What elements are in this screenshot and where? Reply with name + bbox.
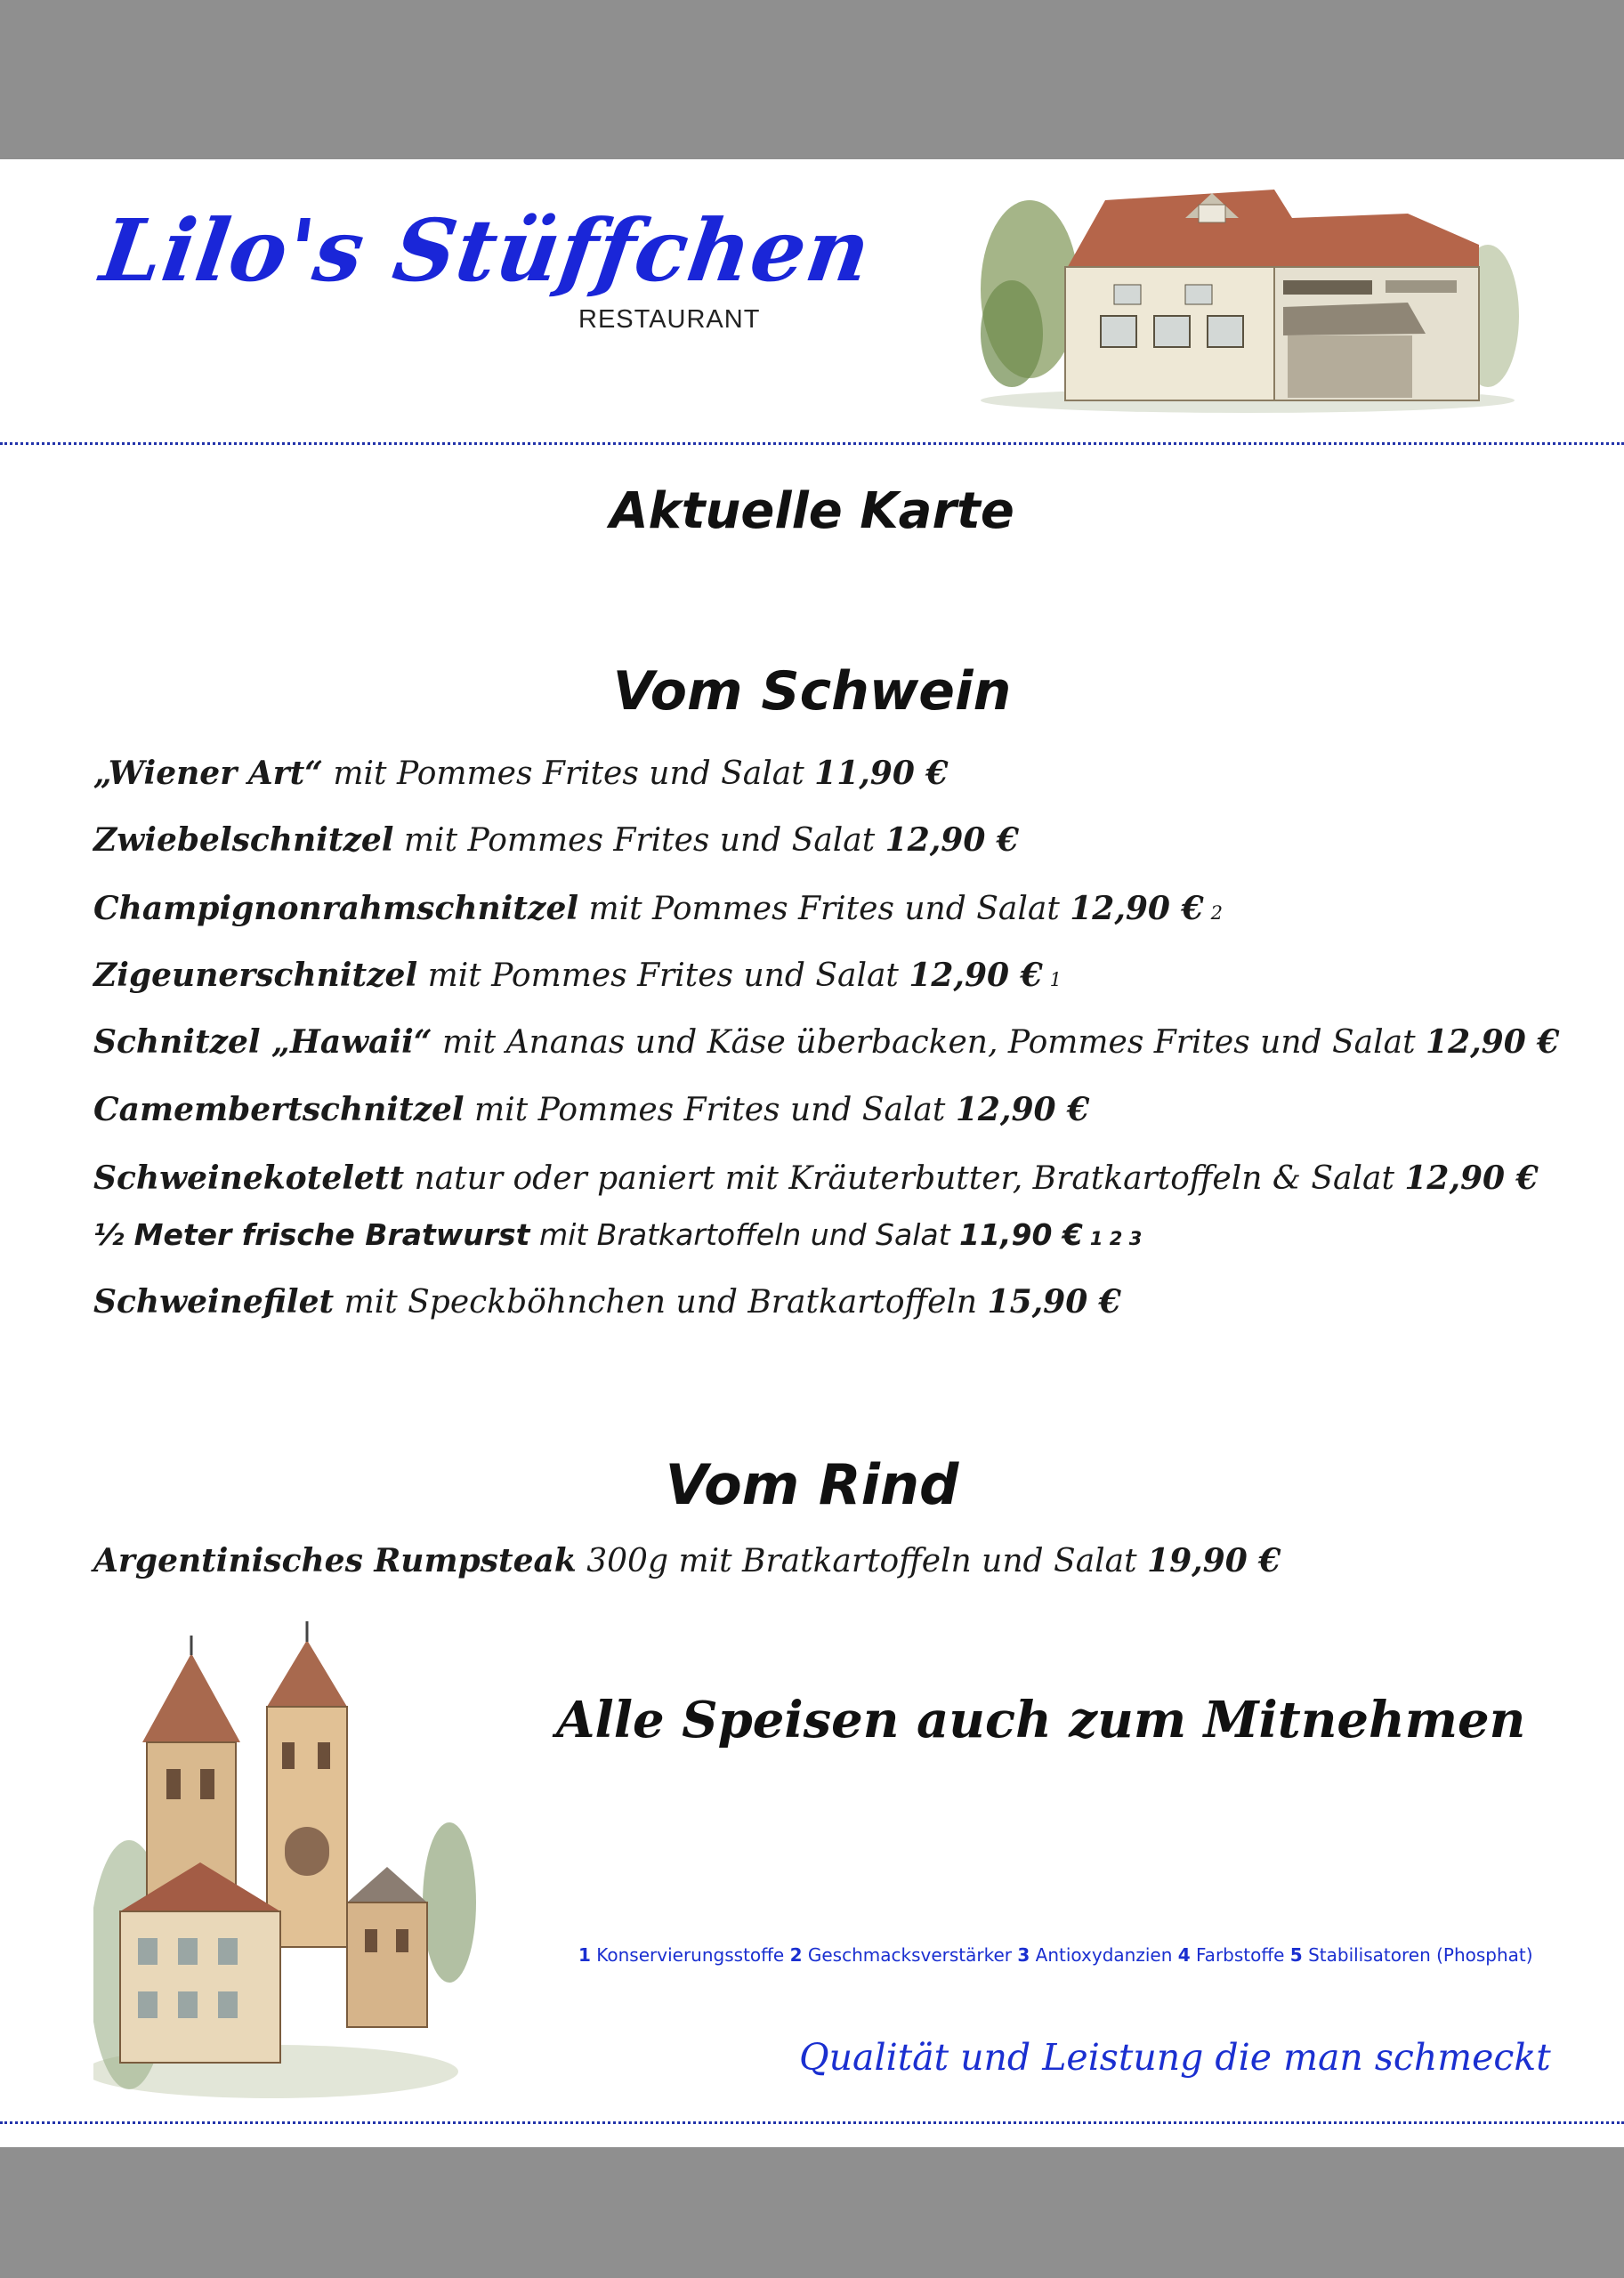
menu-item-name: Zigeunerschnitzel [93, 957, 418, 994]
menu-item-price: 12,90 € [1404, 1159, 1539, 1197]
menu-item-price: 12,90 € [955, 1091, 1090, 1128]
additive-note: 1 2 3 [1089, 1228, 1143, 1249]
menu-item-desc: mit Speckböhnchen und Bratkartoffeln [334, 1284, 988, 1321]
menu-item-desc: mit Pommes Frites und Salat [393, 822, 885, 859]
menu-item-price: 12,90 € [909, 957, 1043, 994]
menu-item-desc: mit Ananas und Käse überbacken, Pommes Frites und Salat [432, 1024, 1426, 1061]
slogan: Qualität und Leistung die man schmeckt [799, 2036, 1551, 2079]
dotted-divider-top [0, 442, 1624, 445]
menu-item-desc: mit Pommes Frites und Salat [464, 1092, 956, 1128]
menu-item-price: 15,90 € [987, 1283, 1121, 1321]
legend-label: Farbstoffe [1190, 1944, 1290, 1966]
menu-item-price: 19,90 € [1147, 1542, 1281, 1579]
legend-number: 3 [1017, 1944, 1030, 1966]
legend-label: Stabilisatoren (Phosphat) [1302, 1944, 1533, 1966]
legend-number: 4 [1177, 1944, 1191, 1966]
legend-label: Konservierungsstoffe [590, 1944, 790, 1966]
menu-item [93, 1542, 1281, 1579]
logo-script-text: Lilo's Stüffchen [95, 200, 877, 301]
menu-item-desc: mit Pommes Frites und Salat [417, 957, 909, 994]
menu-item [93, 890, 1223, 927]
legend-number: 2 [789, 1944, 803, 1966]
menu-item [93, 1091, 1089, 1128]
menu-item-name: „Wiener Art“ [93, 755, 323, 792]
additives-legend [578, 1944, 1533, 1966]
legend-number: 5 [1289, 1944, 1303, 1966]
menu-item-price: 12,90 € [1070, 890, 1204, 927]
section-title-beef: Vom Rind [665, 1452, 959, 1517]
menu-item [93, 1283, 1121, 1321]
legend-number: 1 [578, 1944, 591, 1966]
page-title: Aktuelle Karte [610, 482, 1014, 540]
menu-item-name: Zwiebelschnitzel [93, 821, 394, 859]
menu-item-desc: mit Pommes Frites und Salat [322, 755, 815, 792]
menu-item [93, 957, 1062, 994]
top-gray-band [0, 0, 1624, 159]
menu-item-name: Schweinefilet [93, 1283, 335, 1321]
dotted-divider-bottom [0, 2121, 1624, 2124]
section-title-pork: Vom Schwein [612, 660, 1012, 723]
legend-label: Antioxydanzien [1030, 1944, 1178, 1966]
menu-item-name: Argentinisches Rumpsteak [93, 1542, 577, 1579]
menu-item-name: Schweinekotelett [93, 1159, 405, 1197]
menu-item-desc: mit Bratkartoffeln und Salat [529, 1217, 960, 1252]
menu-item-name: Champignonrahmschnitzel [93, 890, 579, 927]
bottom-gray-band [0, 2147, 1624, 2278]
legend-label: Geschmacksverstärker [802, 1944, 1018, 1966]
menu-item-price: 11,90 € [959, 1217, 1083, 1252]
church-illustration [93, 1609, 476, 2098]
takeaway-notice: Alle Speisen auch zum Mitnehmen [556, 1691, 1526, 1749]
menu-item-price: 12,90 € [885, 821, 1019, 859]
additive-note: 2 [1210, 902, 1223, 924]
restaurant-building-illustration [981, 182, 1519, 414]
logo-subtitle: RESTAURANT [578, 305, 761, 334]
menu-item-price: 12,90 € [1426, 1023, 1560, 1061]
menu-item [93, 1217, 1142, 1252]
additive-note: 1 [1049, 969, 1062, 990]
menu-item-name: ½ Meter frische Bratwurst [93, 1217, 530, 1252]
menu-item-name: Camembertschnitzel [93, 1091, 465, 1128]
menu-item-name: Schnitzel „Hawaii“ [93, 1023, 432, 1061]
menu-item-desc: mit Pommes Frites und Salat [578, 891, 1071, 927]
menu-item-desc: natur oder paniert mit Kräuterbutter, Bratkartoffeln & Salat [404, 1160, 1405, 1197]
menu-item [93, 821, 1019, 859]
menu-item [93, 1023, 1559, 1061]
menu-item-price: 11,90 € [814, 755, 949, 792]
restaurant-logo [95, 200, 877, 351]
menu-item [93, 1159, 1539, 1197]
menu-item [93, 755, 948, 792]
menu-item-desc: 300g mit Bratkartoffeln und Salat [576, 1543, 1148, 1579]
